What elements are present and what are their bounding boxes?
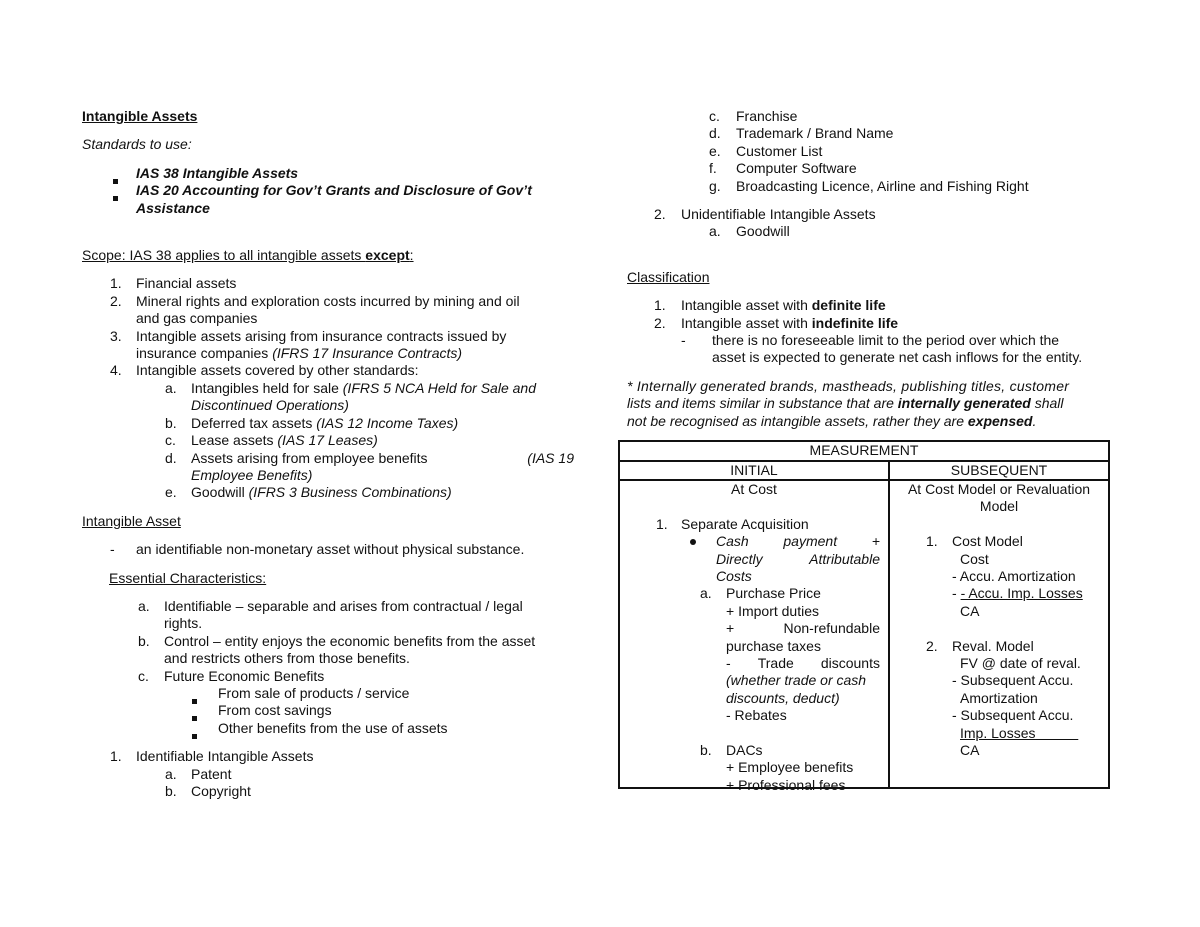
characteristic-item-continued: rights. [164, 615, 203, 632]
sub-item: b. Deferred tax assets (IAS 12 Income Taxes) [165, 414, 459, 431]
sub-item: e. Goodwill (IFRS 3 Business Combinations) [165, 484, 452, 501]
discount-note: discounts, deduct) [726, 689, 840, 706]
intangible-asset-heading: Intangible Asset [82, 512, 181, 529]
definition: - an identifiable non-monetary asset without physical substance. [110, 541, 525, 558]
right-column [618, 108, 1110, 793]
page-title: Intangible Assets [82, 108, 198, 124]
carrying-amount: CA [960, 741, 980, 758]
carrying-amount: CA [960, 602, 980, 619]
classification-item: 2. Intangible asset with indefinite life [654, 314, 899, 331]
standard-item: IAS 38 Intangible Assets [82, 165, 574, 182]
characteristic-item-continued: and restricts others from those benefits. [164, 650, 410, 667]
import-duties: + Import duties [726, 602, 819, 619]
subsequent-cell [889, 480, 1109, 788]
sub-item: c. Lease assets (IAS 17 Leases) [165, 432, 378, 449]
note-paragraph: * Internally generated brands, mastheads, publishing titles, customer lists and items similar in substance that are internally generated shall not be recognised as intangible assets, rather they are expensed. [627, 377, 1070, 429]
subsequent-title: At Cost Model or Revaluation [907, 480, 1091, 497]
initial-at-cost: At Cost [731, 480, 777, 497]
unidentifiable-item: a. Goodwill [709, 223, 790, 240]
costs-label: Costs [716, 567, 752, 584]
characteristic-item: a. Identifiable – separable and arises from contractual / legal [138, 597, 523, 614]
sub-item-continued: Employee Benefits) [191, 466, 313, 483]
identifiable-item: f. Computer Software [709, 160, 857, 177]
employee-benefits: + Employee benefits [726, 759, 854, 776]
scope-item: 1. Financial assets [110, 275, 237, 292]
characteristic-item: c. Future Economic Benefits [138, 667, 325, 684]
classification-detail: - there is no foreseeable limit to the period over which the [681, 332, 1060, 349]
scope-item: 2. Mineral rights and exploration costs incurred by mining and oil [110, 292, 520, 309]
identifiable-item: d. Trademark / Brand Name [709, 125, 894, 142]
standard-item-continued: Assistance [136, 199, 210, 216]
initial-cell [619, 480, 889, 793]
bullet-icon [690, 539, 696, 545]
scope-item: 3. Intangible assets arising from insurance contracts issued by [110, 327, 507, 344]
reval-model: 2. Reval. Model [926, 637, 1034, 654]
identifiable-item: e. Customer List [709, 142, 823, 159]
directly-attributable: Directly Attributable [716, 550, 880, 567]
column-initial: INITIAL [619, 461, 889, 480]
rebates: - Rebates [726, 707, 787, 724]
cash-payment: Cash payment + [620, 533, 888, 550]
scope-item: 4. Intangible assets covered by other standards: [110, 362, 419, 379]
dacs: b. DACs [700, 741, 763, 758]
scope-heading: Scope: IAS 38 applies to all intangible assets except: [82, 247, 414, 264]
scope-item-continued: insurance companies (IFRS 17 Insurance Contracts) [136, 345, 463, 362]
characteristic-item: b. Control – entity enjoys the economic benefits from the asset [138, 632, 536, 649]
benefit-item: From sale of products / service [82, 685, 574, 702]
measurement-table [618, 440, 1110, 793]
subsequent-imp-losses: Imp. Losses [960, 724, 1036, 741]
discount-note: (whether trade or cash [726, 672, 867, 689]
trade-discounts: - Trade discounts [726, 654, 880, 671]
classification-item: 1. Intangible asset with definite life [654, 297, 886, 314]
square-bullet-icon [192, 734, 197, 739]
subsequent-title-continued: Model [979, 498, 1019, 515]
benefit-item: From cost savings [82, 702, 574, 719]
table-header: MEASUREMENT [619, 441, 1109, 460]
professional-fees: + Professional fees [726, 776, 846, 793]
non-refundable: + Non-refundable [726, 620, 880, 637]
sub-item: d. Assets arising from employee benefits (IAS 19 [165, 449, 574, 466]
unidentifiable-heading: 2. Unidentifiable Intangible Assets [654, 206, 876, 223]
column-subsequent: SUBSEQUENT [889, 461, 1109, 480]
classification-heading: Classification [627, 268, 710, 285]
left-column [82, 108, 574, 800]
cost-model: 1. Cost Model [926, 533, 1023, 550]
subsequent-accu: - Subsequent Accu. [952, 707, 1074, 724]
subsequent-amortization: Amortization [960, 689, 1038, 706]
sub-item: a. Intangibles held for sale (IFRS 5 NCA Held for Sale and [165, 379, 536, 396]
identifiable-heading: 1. Identifiable Intangible Assets [110, 748, 314, 765]
separate-acquisition: 1. Separate Acquisition [656, 515, 809, 532]
standard-item: IAS 20 Accounting for Gov’t Grants and Disclosure of Gov’t [82, 182, 574, 199]
fair-value: FV @ date of reval. [960, 654, 1081, 671]
scope-item-continued: and gas companies [136, 310, 258, 327]
identifiable-item: g. Broadcasting Licence, Airline and Fishing Right [709, 177, 1029, 194]
benefit-item: Other benefits from the use of assets [82, 720, 574, 737]
characteristics-heading: Essential Characteristics: [109, 569, 267, 586]
accu-imp-losses: - - Accu. Imp. Losses [952, 585, 1083, 602]
purchase-price: a. Purchase Price [700, 585, 821, 602]
identifiable-item: b. Copyright [165, 783, 251, 799]
cost-line: Cost [960, 550, 989, 567]
identifiable-item: c. Franchise [709, 108, 798, 124]
standards-label: Standards to use: [82, 136, 192, 153]
classification-detail-continued: asset is expected to generate net cash inflows for the entity. [712, 349, 1083, 366]
subsequent-accu: - Subsequent Accu. [952, 672, 1074, 689]
accu-amortization: - Accu. Amortization [952, 567, 1076, 584]
purchase-taxes: purchase taxes [726, 637, 821, 654]
identifiable-item: a. Patent [165, 765, 232, 782]
sub-item-continued: Discontinued Operations) [191, 397, 349, 414]
